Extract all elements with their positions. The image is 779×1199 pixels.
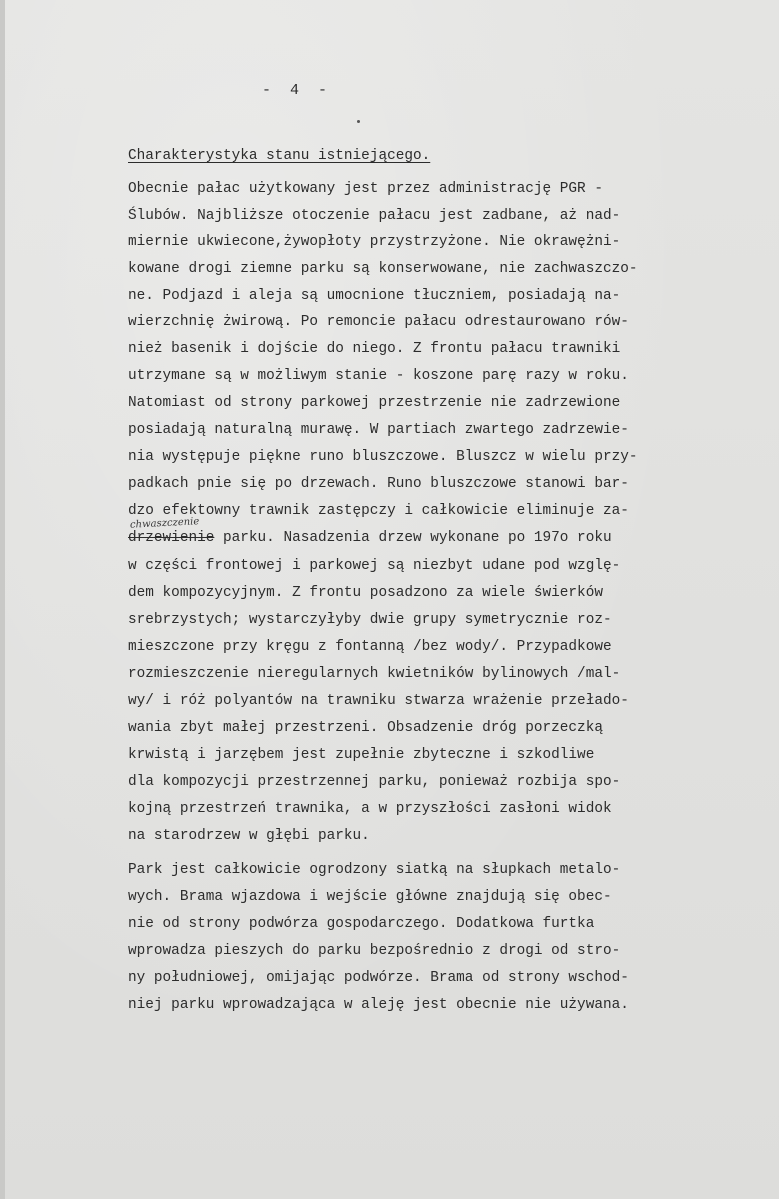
text-line: wierzchnię żwirową. Po remoncie pałacu odrestaurowano rów- bbox=[128, 314, 629, 330]
text-line: dzo efektowny trawnik zastępczy i całkowicie eliminuje za- bbox=[128, 503, 629, 519]
text-line: wprowadza pieszych do parku bezpośrednio z drogi od stro- bbox=[128, 943, 621, 959]
scan-edge bbox=[0, 0, 5, 1199]
page-number: - 4 - bbox=[262, 82, 328, 99]
text-line-with-correction bbox=[128, 530, 612, 546]
text-line: Natomiast od strony parkowej przestrzenie nie zadrzewione bbox=[128, 395, 621, 411]
handwritten-correction: chwaszczenie bbox=[129, 516, 200, 531]
section-heading: Charakterystyka stanu istniejącego. bbox=[128, 148, 431, 164]
text-line: nie od strony podwórza gospodarczego. Dodatkowa furtka bbox=[128, 916, 595, 932]
text-line: kowane drogi ziemne parku są konserwowane, nie zachwaszczo- bbox=[128, 261, 638, 277]
text-line: Obecnie pałac użytkowany jest przez administrację PGR - bbox=[128, 181, 603, 197]
text-line: wania zbyt małej przestrzeni. Obsadzenie dróg porzeczką bbox=[128, 720, 603, 736]
text-line: kojną przestrzeń trawnika, a w przyszłości zasłoni widok bbox=[128, 801, 612, 817]
text-line: dla kompozycji przestrzennej parku, ponieważ rozbija spo- bbox=[128, 774, 621, 790]
text-line: wy/ i róż polyantów na trawniku stwarza wrażenie przełado- bbox=[128, 693, 629, 709]
struck-word: drzewienie bbox=[128, 530, 215, 546]
text-line: padkach pnie się po drzewach. Runo bluszczowe stanowi bar- bbox=[128, 476, 629, 492]
text-line: utrzymane są w możliwym stanie - koszone parę razy w roku. bbox=[128, 368, 629, 384]
text-line: w części frontowej i parkowej są niezbyt udane pod wzglę- bbox=[128, 558, 621, 574]
text-line-rest: parku. Nasadzenia drzew wykonane po 197o roku bbox=[214, 530, 612, 546]
text-line: wych. Brama wjazdowa i wejście główne znajdują się obec- bbox=[128, 889, 612, 905]
text-line: nież basenik i dojście do niego. Z frontu pałacu trawniki bbox=[128, 341, 621, 357]
text-line: ne. Podjazd i aleja są umocnione tłuczniem, posiadają na- bbox=[128, 288, 621, 304]
text-line: Ślubów. Najbliższe otoczenie pałacu jest zadbane, aż nad- bbox=[128, 208, 621, 224]
text-line: srebrzystych; wystarczyłyby dwie grupy symetrycznie roz- bbox=[128, 612, 612, 628]
text-line: Park jest całkowicie ogrodzony siatką na słupkach metalo- bbox=[128, 862, 621, 878]
text-line: niej parku wprowadzająca w aleję jest obecnie nie używana. bbox=[128, 997, 629, 1013]
text-line: posiadają naturalną murawę. W partiach zwartego zadrzewie- bbox=[128, 422, 629, 438]
text-line: nia występuje piękne runo bluszczowe. Bluszcz w wielu przy- bbox=[128, 449, 638, 465]
text-line: na starodrzew w głębi parku. bbox=[128, 828, 370, 844]
text-line: dem kompozycyjnym. Z frontu posadzono za wiele świerków bbox=[128, 585, 603, 601]
ink-dot bbox=[357, 120, 360, 123]
text-line: ny południowej, omijając podwórze. Brama od strony wschod- bbox=[128, 970, 629, 986]
text-line: krwistą i jarzębem jest zupełnie zbyteczne i szkodliwe bbox=[128, 747, 595, 763]
text-line: mieszczone przy kręgu z fontanną /bez wody/. Przypadkowe bbox=[128, 639, 612, 655]
text-line: miernie ukwiecone,żywopłoty przystrzyżone. Nie okrawężni- bbox=[128, 234, 621, 250]
text-line: rozmieszczenie nieregularnych kwietników bylinowych /mal- bbox=[128, 666, 621, 682]
